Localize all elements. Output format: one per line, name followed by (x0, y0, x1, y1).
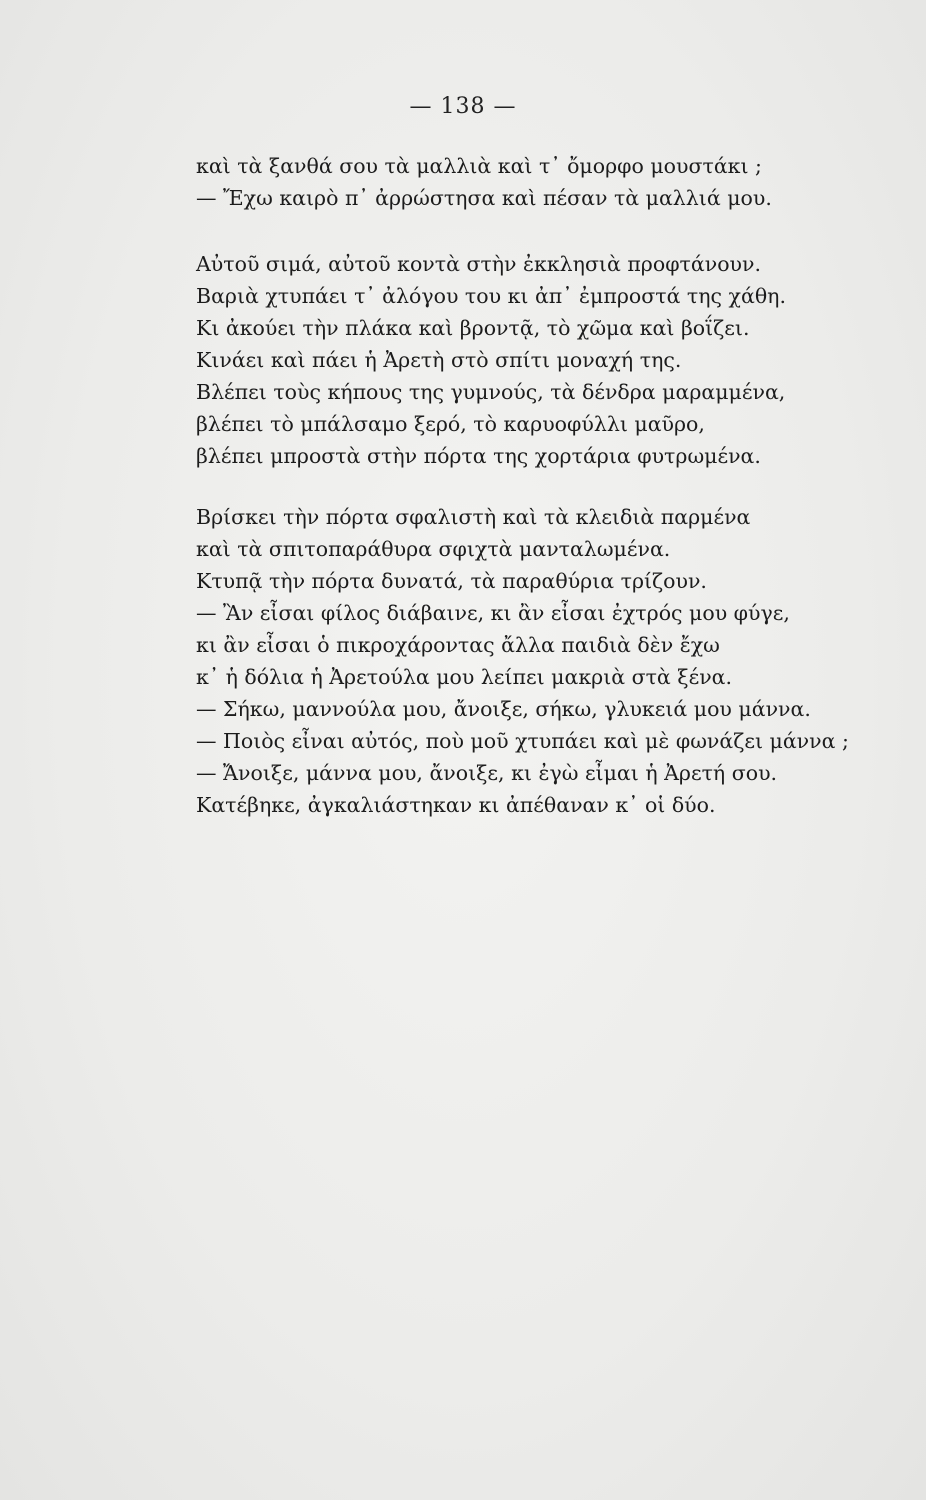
verse-line: — Ἂν εἶσαι φίλος διάβαινε, κι ἂν εἶσαι ἐχτρός μου φύγε, (196, 601, 790, 625)
verse-line: Κινάει καὶ πάει ἡ Ἀρετὴ στὸ σπίτι μοναχή της. (196, 348, 682, 372)
verse-line: Κατέβηκε, ἀγκαλιάστηκαν κι ἀπέθαναν κ᾽ οἱ δύο. (196, 793, 716, 817)
stanza-1 (196, 150, 876, 214)
verse-line: Βλέπει τοὺς κήπους της γυμνούς, τὰ δένδρα μαραμμένα, (196, 380, 786, 404)
verse-line: κ᾽ ἡ δόλια ἡ Ἀρετούλα μου λείπει μακριὰ στὰ ξένα. (196, 665, 733, 689)
verse-line: βλέπει τὸ μπάλσαμο ξερό, τὸ καρυοφύλλι μαῦρο, (196, 412, 705, 436)
verse-line: — Ἔχω καιρὸ π᾽ ἀρρώστησα καὶ πέσαν τὰ μαλλιά μου. (196, 186, 772, 210)
verse-line: Κτυπᾷ τὴν πόρτα δυνατά, τὰ παραθύρια τρίζουν. (196, 569, 707, 593)
verse-line: Βρίσκει τὴν πόρτα σφαλιστὴ καὶ τὰ κλειδιὰ παρμένα (196, 505, 751, 529)
verse-line: καὶ τὰ σπιτοπαράθυρα σφιχτὰ μανταλωμένα. (196, 537, 671, 561)
verse-line: Αὐτοῦ σιμά, αὐτοῦ κοντὰ στὴν ἐκκλησιὰ προφτάνουν. (196, 252, 761, 276)
verse-line: — Ποιὸς εἶναι αὐτός, ποὺ μοῦ χτυπάει καὶ μὲ φωνάζει μάννα ; (196, 729, 849, 753)
verse-line: κι ἂν εἶσαι ὁ πικροχάροντας ἄλλα παιδιὰ δὲν ἔχω (196, 633, 720, 657)
verse-line: Κι ἀκούει τὴν πλάκα καὶ βροντᾷ, τὸ χῶμα καὶ βοΐζει. (196, 316, 750, 340)
stanza-3 (196, 501, 876, 821)
verse-line: καὶ τὰ ξανθά σου τὰ μαλλιὰ καὶ τ᾽ ὄμορφο μουστάκι ; (196, 154, 762, 178)
verse-line: — Σήκω, μαννούλα μου, ἄνοιξε, σήκω, γλυκειά μου μάννα. (196, 697, 811, 721)
verse-line: Βαριὰ χτυπάει τ᾽ ἀλόγου του κι ἀπ᾽ ἐμπροστά της χάθη. (196, 284, 786, 308)
stanza-2 (196, 248, 876, 472)
page-number: — 138 — (409, 94, 517, 119)
verse-line: — Ἄνοιξε, μάννα μου, ἄνοιξε, κι ἐγὼ εἶμαι ἡ Ἀρετή σου. (196, 761, 778, 785)
verse-line: βλέπει μπροστὰ στὴν πόρτα της χορτάρια φυτρωμένα. (196, 444, 761, 468)
